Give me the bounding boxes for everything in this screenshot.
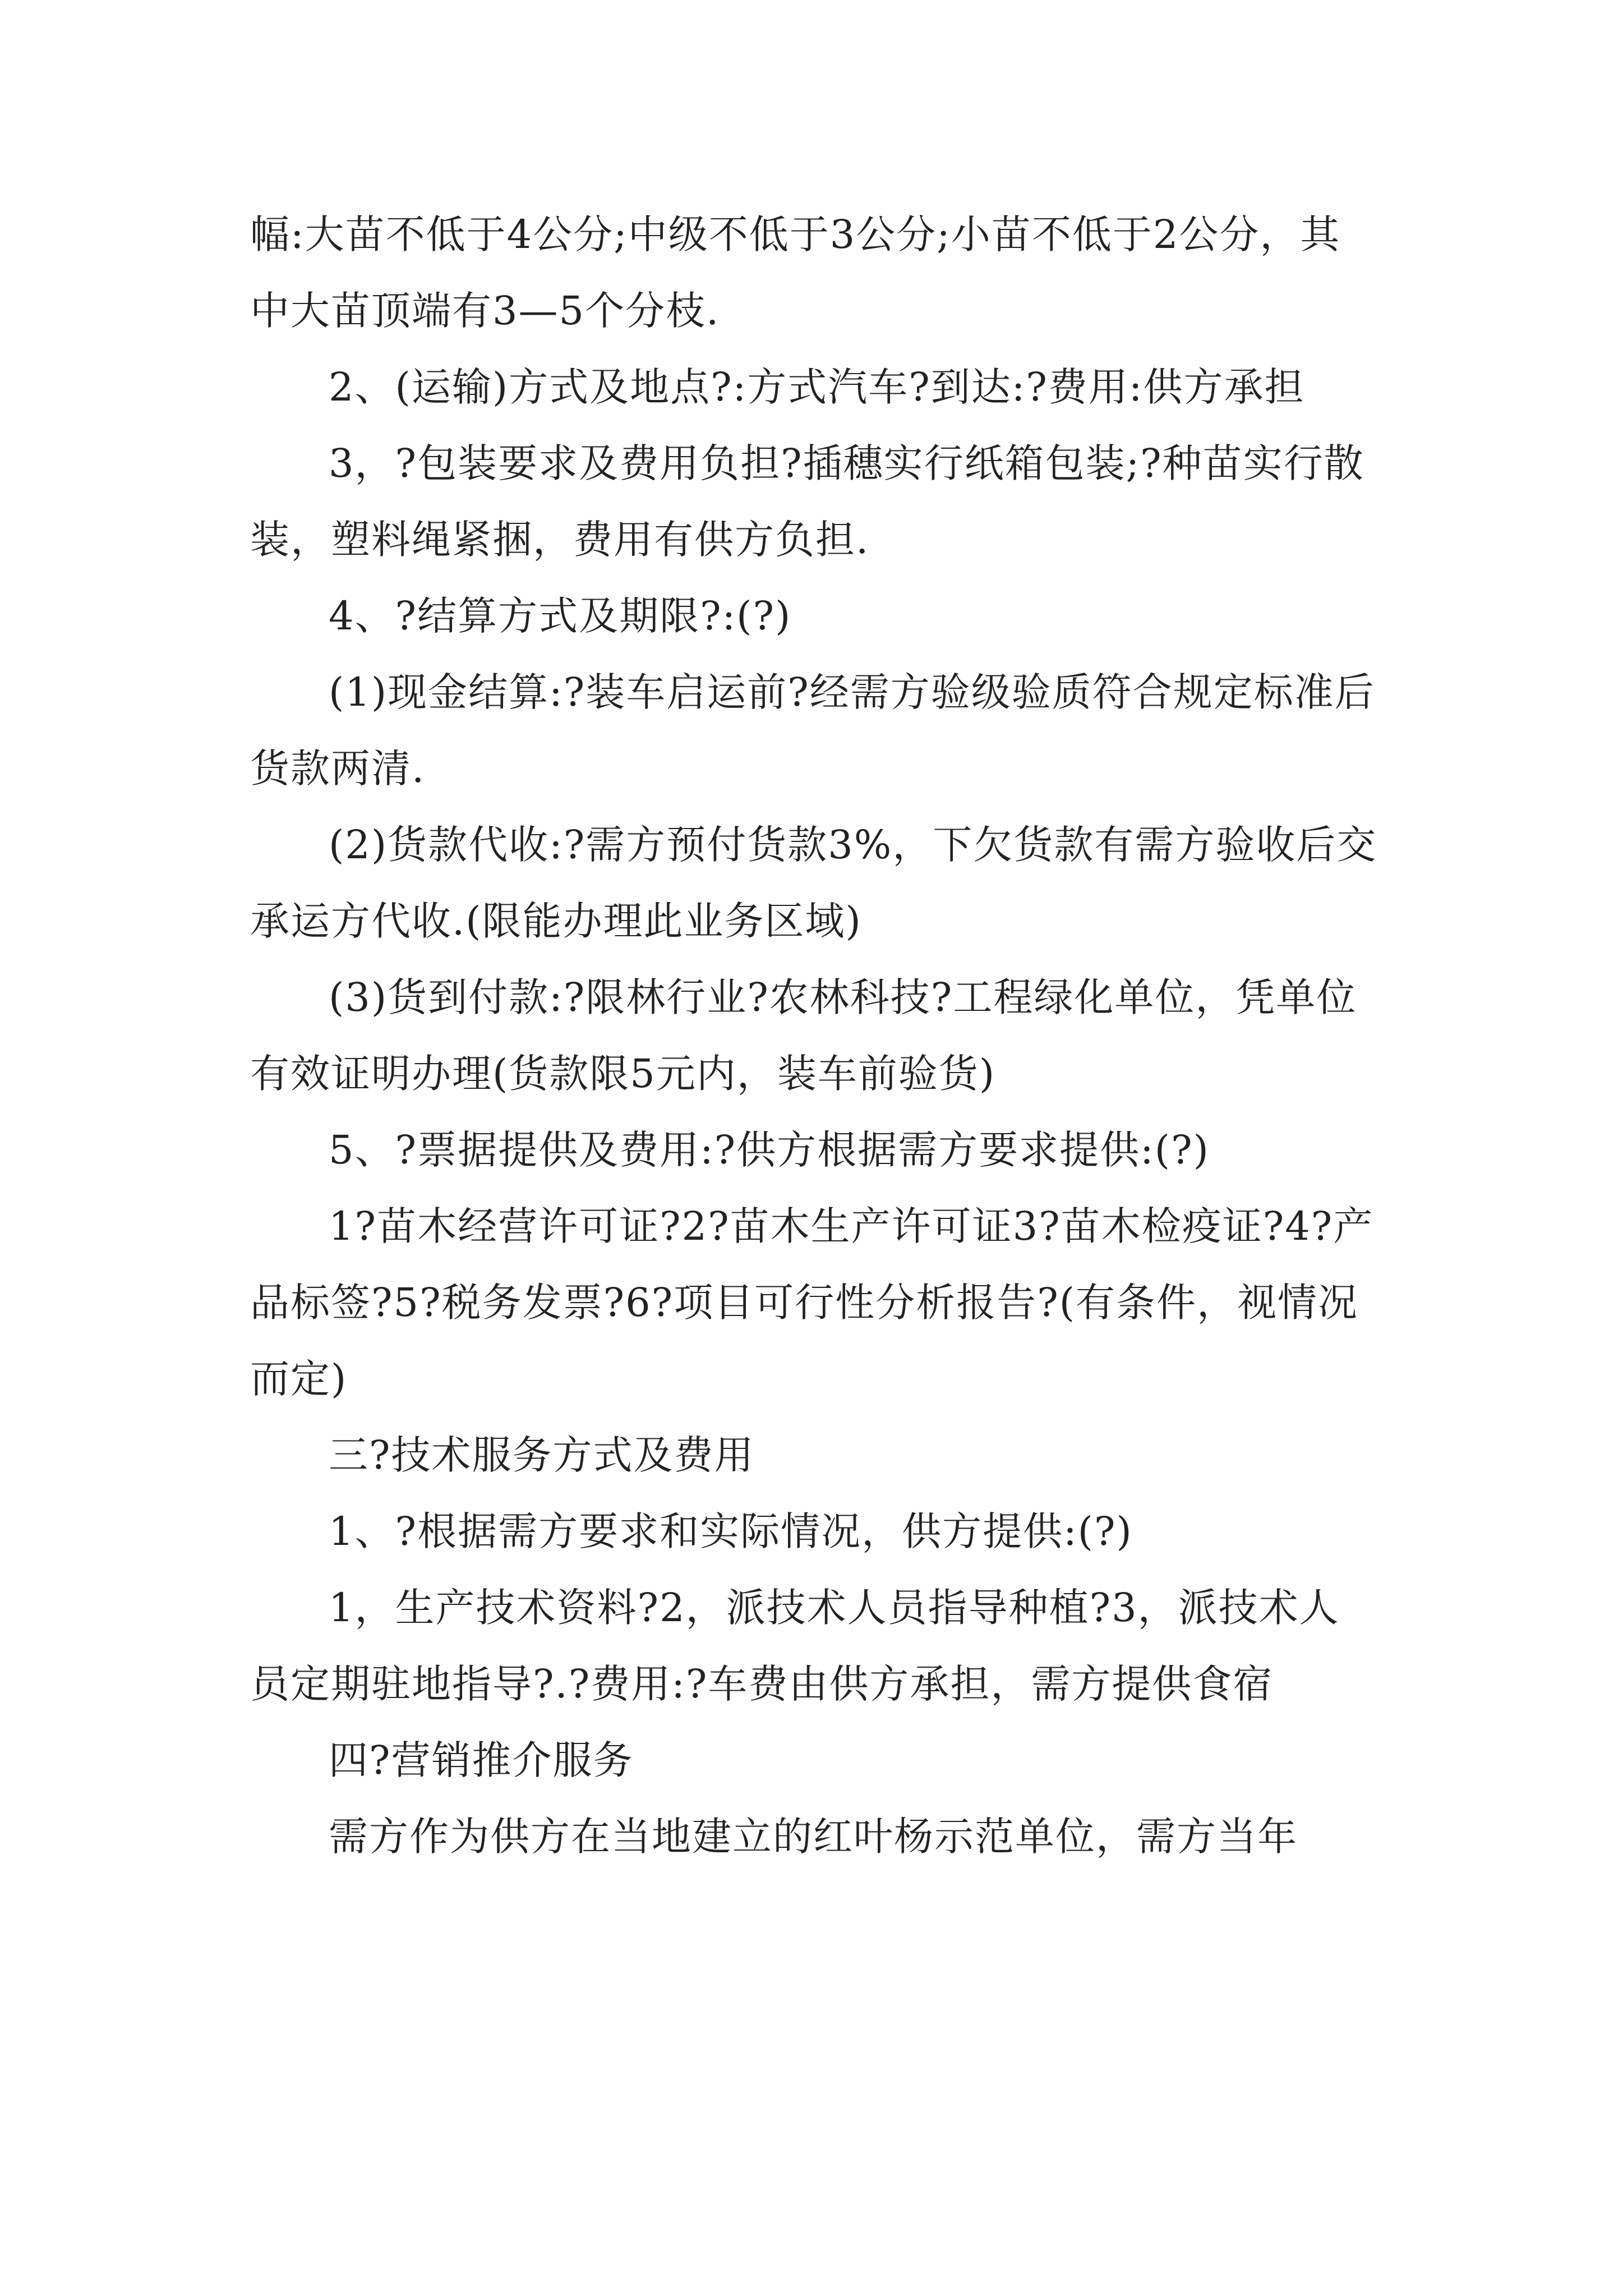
paragraph-cash-on-delivery: (3)货到付款:?限林行业?农林科技?工程绿化单位，凭单位有效证明办理(货款限5元内，装车前验货) xyxy=(250,974,1357,1097)
paragraph-section-four-heading: 四?营销推介服务 xyxy=(329,1737,634,1783)
paragraph-cash-settlement: (1)现金结算:?装车启运前?经需方验级验质符合规定标准后货款两清. xyxy=(250,669,1375,792)
document-body xyxy=(250,196,1377,1875)
paragraph-technical-heading: 1、?根据需方要求和实际情况，供方提供:(?) xyxy=(329,1508,1133,1554)
paragraph-size-spec: 幅:大苗不低于4公分;中级不低于3公分;小苗不低于2公分，其中大苗顶端有3—5个分枝. xyxy=(250,211,1341,334)
paragraph-transport: 2、(运输)方式及地点?:方式汽车?到达:?费用:供方承担 xyxy=(329,364,1305,410)
paragraph-settlement-heading: 4、?结算方式及期限?:(?) xyxy=(329,593,792,639)
paragraph-technical-services: 1，生产技术资料?2，派技术人员指导种植?3，派技术人员定期驻地指导?.?费用:?车费由供方承担，需方提供食宿 xyxy=(250,1585,1340,1707)
paragraph-packaging: 3，?包装要求及费用负担?插穗实行纸箱包装;?种苗实行散装，塑料绳紧捆，费用有供方负担. xyxy=(250,440,1364,563)
paragraph-documents-heading: 5、?票据提供及费用:?供方根据需方要求提供:(?) xyxy=(329,1127,1210,1173)
paragraph-documents-list: 1?苗木经营许可证?2?苗木生产许可证3?苗木检疫证?4?产品标签?5?税务发票?6?项目可行性分析报告?(有条件，视情况而定) xyxy=(250,1203,1374,1402)
paragraph-payment-collection: (2)货款代收:?需方预付货款3%，下欠货款有需方验收后交承运方代收.(限能办理此业务区域) xyxy=(250,822,1377,944)
paragraph-section-three-heading: 三?技术服务方式及费用 xyxy=(329,1432,755,1478)
paragraph-marketing: 需方作为供方在当地建立的红叶杨示范单位，需方当年 xyxy=(329,1814,1298,1860)
